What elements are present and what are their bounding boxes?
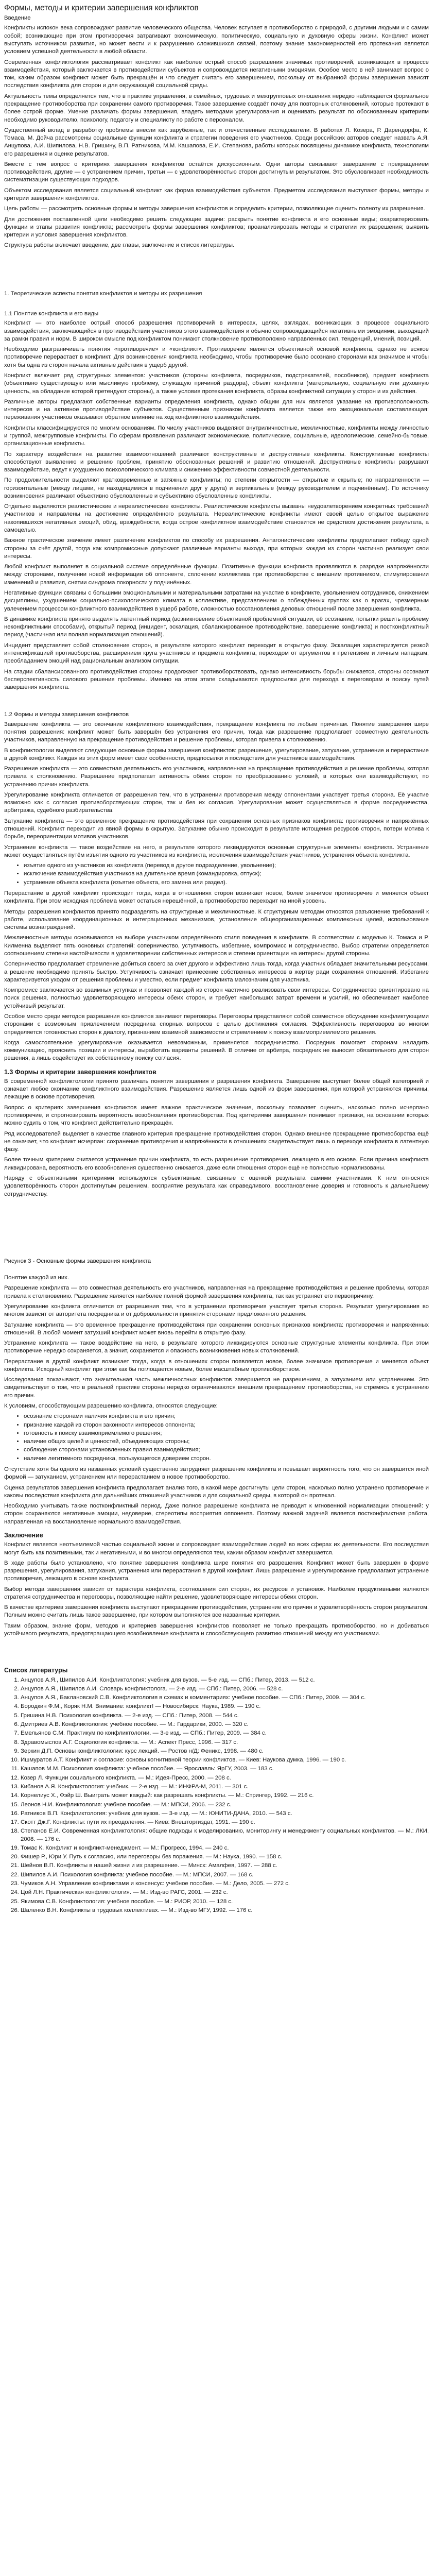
reference-item: 6. Дмитриев А.В. Конфликтология: учебное пособие. — М.: Гардарики, 2000. — 320 с. xyxy=(21,1721,429,1728)
reference-item: 4. Бородкин Ф.М., Коряк Н.М. Внимание: конфликт! — Новосибирск: Наука, 1989. — 190 с. xyxy=(21,1703,429,1710)
reference-item: 11. Кашапов М.М. Психология конфликта: учебное пособие. — Ярославль: ЯрГУ, 2003. — 183 с. xyxy=(21,1765,429,1773)
reference-item: 19. Томас К. Конфликт и конфликт-менеджмент. — М.: Прогресс, 1994. — 240 с. xyxy=(21,1844,429,1852)
reference-item: 2. Анцупов А.Я., Шипилов А.И. Словарь конфликтолога. — 2-е изд. — СПб.: Питер, 2006. — 528 с. xyxy=(21,1685,429,1693)
paragraph: Ряд исследователей выделяет в качестве главного критерия прекращение противодействия сторон. Однако внешнее прекращение противоборства ещё не означает, что конфликт исчерпан: сохранение противоречия и напряжённости в отношениях свидетельствует лишь о переходе конфликта в латентную фазу. xyxy=(4,1130,429,1153)
document-title: Формы, методы и критерии завершения конфликтов xyxy=(4,4,199,12)
reference-item: 15. Леонов Н.И. Конфликтология: учебное пособие. — М.: МПСИ, 2006. — 232 с. xyxy=(21,1801,429,1809)
paragraph: К условиям, способствующим разрешению конфликта, относятся следующие: xyxy=(4,1403,218,1410)
list-item: • наличие легитимного посредника, пользующегося доверием сторон. xyxy=(24,1455,429,1463)
paragraph: Наряду с объективными критериями используются субъективные, связанные с оценкой результата самими участниками. К ним относятся удовлетворённость сторон достигнутым решением, восприятие результата как справедливого, восстановление доверия и готовность к дальнейшему сотрудничеству. xyxy=(4,1175,429,1197)
paragraph: Разрешение конфликта — это совместная деятельность его участников, направленная на прекращение противодействия и решение проблемы, которая привела к столкновению. Разрешение предполагает активность обеих сторон по преобразованию условий, в которых они взаимодействуют, по устранению причин конфликта. xyxy=(4,766,429,788)
reference-item: 26. Шаленко В.Н. Конфликты в трудовых коллективах. — М.: Изд-во МГУ, 1992. — 176 с. xyxy=(21,1907,429,1914)
paragraph: Отдельно выделяются реалистические и нереалистические конфликты. Реалистические конфликты вызваны неудовлетворением конкретных требований участников и направлены на достижение определённого результата. Нереалистические конфликты имеют своей целью открытое выражение накопившихся негативных эмоций, обид, враждебности, когда острое конфликтное взаимодействие становится не средством достижения результата, а самоцелью. xyxy=(4,503,429,534)
list-item: • изъятие одного из участников из конфликта (перевод в другое подразделение, увольнение); xyxy=(24,862,429,870)
paragraph: Негативные функции связаны с большими эмоциональными и материальными затратами на участие в конфликте, увольнением сотрудников, снижением дисциплины, ухудшением социально-психологического климата в коллективе, представлением о побеждённых группах как о врагах, чрезмерным увлечением процессом конфликтного взаимодействия в ущерб работе, сложностью восстановления деловых отношений после завершения конфликта. xyxy=(4,590,429,612)
paragraph: Вместе с тем вопрос о критериях завершения конфликтов остаётся дискуссионным. Одни авторы связывают завершение с прекращением противодействия, другие — с устранением причин, третьи — с удовлетворённостью сторон достигнутым результатом. Это обусловливает необходимость систематизации существующих подходов. xyxy=(4,161,429,183)
section-1-2 xyxy=(4,721,429,1063)
paragraph: Конфликт — это наиболее острый способ разрешения противоречий в интересах, целях, взглядах, возникающих в процессе социального взаимодействия, заключающийся в противодействии участников этого взаимодействия и обычно сопровождающийся негативными эмоциями, выходящий за рамки правил и норм. В широком смысле под конфликтом понимают столкновение противоположно направленных сил, тенденций, мнений, позиций. xyxy=(4,320,429,342)
paragraph: Различные авторы предлагают собственные варианты определения конфликта, однако общим для них является указание на противоположность интересов и на активное противодействие субъектов. Существенным признаком конфликта является также его эмоциональная составляющая: переживания участников оказывают обратное влияние на ход конфликтного взаимодействия. xyxy=(4,398,429,421)
section-1-1 xyxy=(4,319,429,691)
figure-placeholder xyxy=(4,1201,429,1258)
reference-item: 24. Цой Л.Н. Практическая конфликтология. — М.: Изд-во РАГС, 2001. — 232 с. xyxy=(21,1889,429,1896)
paragraph: Перерастание в другой конфликт возникает тогда, когда в отношениях сторон появляется новое, более значимое противоречие и меняется объект конфликта. Исходный конфликт при этом как бы поглощается новым, более масштабным противоборством. xyxy=(4,1358,429,1372)
paragraph: Отсутствие хотя бы одного из названных условий существенно затрудняет разрешение конфликта и повышает вероятность того, что он завершится иной формой — затуханием, устранением или перерастанием в новое противоборство. xyxy=(4,1466,429,1481)
list-item: • соблюдение сторонами установленных правил взаимодействия; xyxy=(24,1446,429,1454)
paragraph: Устранение конфликта — такое воздействие на него, в результате которого ликвидируются основные структурные элементы конфликта. При этом противоречие нередко сохраняется, а значит, сохраняется и опасность возникновения новых столкновений. xyxy=(4,1340,429,1354)
section-heading: 1.1 Понятие конфликта и его виды xyxy=(4,311,99,317)
reference-item: 13. Кибанов А.Я. Конфликтология: учебник. — 2-е изд. — М.: ИНФРА-М, 2011. — 301 с. xyxy=(21,1783,429,1791)
list-item: • осознание сторонами наличия конфликта и его причин; xyxy=(24,1413,429,1420)
paragraph: Оценка результатов завершения конфликта предполагает анализ того, в какой мере достигнуты цели сторон, насколько полно устранено противоречие и каковы последствия конфликта для дальнейших отношений участников и для социальной среды, в которой он протекал. xyxy=(4,1484,429,1499)
paragraph: Межличностные методы основываются на выборе участником определённого стиля поведения в конфликте. В соответствии с моделью К. Томаса и Р. Килменна выделяют пять основных стратегий: соперничество, уступчивость, избегание, компромисс и сотрудничество. Выбор стратегии определяется соотношением степени настойчивости в удовлетворении собственных интересов и степени ориентации на интересы другой стороны. xyxy=(4,935,429,957)
section-1-3 xyxy=(4,1078,429,1526)
paragraph: Урегулирование конфликта отличается от разрешения тем, что в устранении противоречия между оппонентами участвует третья сторона. Её участие возможно как с согласия противоборствующих сторон, так и без их согласия. Урегулирование может осуществляться в форме посредничества, арбитража, судебного разбирательства. xyxy=(4,791,429,814)
reference-item: 10. Ишмуратов А.Т. Конфликт и согласие: основы когнитивной теории конфликтов. — Киев: Наукова думка, 1996. — 190 с. xyxy=(21,1756,429,1764)
paragraph: Затухание конфликта — это временное прекращение противодействия при сохранении основных признаков конфликта: противоречия и напряжённых отношений. В любой момент затухший конфликт может вновь перейти в открытую фазу. xyxy=(4,1321,429,1336)
reference-item: 23. Чумиков А.Н. Управление конфликтами и консенсус: учебное пособие. — М.: Дело, 2005. — 272 с. xyxy=(21,1880,429,1888)
paragraph: Методы разрешения конфликтов принято подразделять на структурные и межличностные. К структурным методам относятся разъяснение требований к работе, использование координационных и интеграционных механизмов, установление общеорганизационных комплексных целей, использование системы вознаграждений. xyxy=(4,908,429,931)
list-item: • исключение взаимодействия участников на длительное время (командировка, отпуск); xyxy=(24,870,429,878)
paragraph: Необходимо учитывать также постконфликтный период. Даже полное разрешение конфликта не приводит к мгновенной нормализации отношений: у сторон сохраняются негативные эмоции, недоверие, стереотипы восприятия оппонента. Поэтому важной задачей является постконфликтная работа, направленная на восстановление нормального взаимодействия. xyxy=(4,1503,429,1525)
paragraph: Вопрос о критериях завершения конфликтов имеет важное практическое значение, поскольку позволяет оценить, насколько полно исчерпано противоречие, и спрогнозировать вероятность возобновления противоборства. Под критериями завершения понимают признаки, на основании которых можно судить о том, что конфликт действительно прекращён. xyxy=(4,1104,429,1127)
bullet-list xyxy=(4,1413,429,1463)
list-item: • наличие общих целей и ценностей, объединяющих стороны; xyxy=(24,1438,429,1446)
paragraph: В ходе работы было установлено, что понятие завершения конфликта шире понятия его разрешения. Конфликт может быть завершён в форме разрешения, урегулирования, затухания, устранения или перерастания в другой конфликт. Лишь разрешение и урегулирование предполагают устранение противоречия, лежащего в основе конфликта. xyxy=(4,1560,429,1582)
paragraph: Более точным критерием считается устранение причин конфликта, то есть разрешение противоречия, лежащего в его основе. Если причина конфликта ликвидирована, вероятность его возобновления существенно снижается, даже если отношения сторон ещё не полностью нормализованы. xyxy=(4,1157,429,1171)
paragraph: Соперничество предполагает стремление добиться своего за счёт другого и эффективно лишь тогда, когда участник обладает значительными ресурсами, а решение необходимо принять быстро. Уступчивость означает принесение собственных интересов в жертву ради сохранения отношений. Избегание характеризуется уходом от решения проблемы и уместно, если предмет конфликта малозначим для участника. xyxy=(4,961,429,983)
reference-item: 8. Здравомыслов А.Г. Социология конфликта. — М.: Аспект Пресс, 1996. — 317 с. xyxy=(21,1739,429,1747)
paragraph: В конфликтологии выделяют следующие основные формы завершения конфликтов: разрешение, урегулирование, затухание, устранение и перерастание в другой конфликт. Каждая из этих форм имеет свои особенности, предпосылки и последствия для участников взаимодействия. xyxy=(4,747,429,761)
paragraph: Таким образом, знание форм, методов и критериев завершения конфликтов позволяет не только прекращать противоборство, но и добиваться устойчивого результата, предотвращающего возобновление конфликта и способствующего развитию отношений между его участниками. xyxy=(4,1622,429,1637)
reference-item: 9. Зеркин Д.П. Основы конфликтологии: курс лекций. — Ростов н/Д: Феникс, 1998. — 480 с. xyxy=(21,1748,429,1755)
reference-item: 21. Шейнов В.П. Конфликты в нашей жизни и их разрешение. — Минск: Амалфея, 1997. — 288 с. xyxy=(21,1862,429,1870)
paragraph: Структура работы включает введение, две главы, заключение и список литературы. xyxy=(4,242,235,249)
list-item: • готовность к поиску взаимоприемлемого решения; xyxy=(24,1430,429,1437)
reference-item: 17. Скотт Дж.Г. Конфликты: пути их преодоления. — Киев: Внешторгиздат, 1991. — 190 с. xyxy=(21,1819,429,1826)
reference-item: 22. Шипилов А.И. Психология конфликта: учебное пособие. — М.: МПСИ, 2007. — 168 с. xyxy=(21,1871,429,1879)
paragraph: Важное практическое значение имеет различение конфликтов по способу их разрешения. Антагонистические конфликты предполагают победу одной стороны за счёт другой, тогда как компромиссные допускают различные варианты выхода, при которых каждая из сторон частично реализует свои интересы. xyxy=(4,537,429,560)
paragraph: Устранение конфликта — такое воздействие на него, в результате которого ликвидируются основные структурные элементы конфликта. Устранение может осуществляться путём изъятия одного из участников из конфликта, исключения взаимодействия участников, устранения объекта конфликта. xyxy=(4,844,429,858)
paragraph: Современная конфликтология рассматривает конфликт как наиболее острый способ разрешения значимых противоречий, возникающих в процессе взаимодействия, который заключается в противодействии субъектов и сопровождается негативными эмоциями. Особое место в ней занимает вопрос о том, каким образом конфликт может быть прекращён и что следует считать его завершением, поскольку от выбранной формы завершения зависят последствия конфликта для сторон и для окружающей социальной среды. xyxy=(4,59,429,89)
paragraph: Конфликт является неотъемлемой частью социальной жизни и сопровождает взаимодействие людей во всех сферах их деятельности. Его последствия могут быть как позитивными, так и негативными, и во многом определяются тем, каким образом конфликт завершается. xyxy=(4,1541,429,1556)
paragraph: Завершение конфликта — это окончание конфликтного взаимодействия, прекращение конфликта по любым причинам. Понятие завершения шире понятия разрешения: конфликт может быть завершён без устранения его причин, тогда как разрешение предполагает совместную деятельность участников, направленную на прекращение противодействия и решение проблемы, которая привела к столкновению. xyxy=(4,721,429,743)
paragraph: Конфликты испокон века сопровождают развитие человеческого общества. Человек вступает в противоборство с природой, с другими людьми и с самим собой; возникающие при этом противоречия затрагивают экономическую, политическую, социальную и духовную сферы жизни. Конфликт может выступать источником развития, но может вести и к разрушению сложившихся связей, поэтому знание закономерностей его протекания является условием успешной деятельности в любой области. xyxy=(4,25,429,55)
paragraph: Когда самостоятельное урегулирование оказывается невозможным, применяется посредничество. Посредник помогает сторонам наладить коммуникацию, прояснить позиции и интересы, выработать варианты решений. В отличие от арбитра, посредник не выносит обязательного для сторон решения, а лишь содействует их собственному поиску согласия. xyxy=(4,1039,429,1062)
reference-item: 7. Емельянов С.М. Практикум по конфликтологии. — 3-е изд. — СПб.: Питер, 2009. — 384 с. xyxy=(21,1730,429,1737)
paragraph: Конфликты классифицируются по многим основаниям. По числу участников выделяют внутриличностные, межличностные, конфликты между личностью и группой, межгрупповые конфликты. По сферам проявления различают экономические, политические, социальные, идеологические, семейно-бытовые, организационные конфликты. xyxy=(4,425,429,447)
intro-heading: Введение xyxy=(4,15,31,22)
paragraph: Выбор метода завершения зависит от характера конфликта, соотношения сил сторон, их ресурсов и установок. Наиболее продуктивными являются стратегия сотрудничества и переговоры, позволяющие найти решение, удовлетворяющее интересы обеих сторон. xyxy=(4,1586,429,1600)
conclusion-section xyxy=(4,1541,429,1638)
paragraph: Особое место среди методов разрешения конфликтов занимают переговоры. Переговоры представляют собой совместное обсуждение конфликтующими сторонами с возможным привлечением посредника спорных вопросов с целью достижения согласия. Эффективность переговоров во многом определяется готовностью сторон к диалогу, признанием взаимной зависимости и стремлением к поиску взаимоприемлемого решения. xyxy=(4,1013,429,1036)
paragraph: Урегулирование конфликта отличается от разрешения тем, что в устранении противоречия участвует третья сторона. Результат урегулирования во многом зависит от авторитета посредника и от добровольности принятия сторонами предложенного решения. xyxy=(4,1303,429,1318)
reference-item: 16. Ратников В.П. Конфликтология: учебник для вузов. — 3-е изд. — М.: ЮНИТИ-ДАНА, 2010. — 543 с. xyxy=(21,1810,429,1818)
reference-item: 25. Якимова С.В. Конфликтология: учебное пособие. — М.: РИОР, 2010. — 128 с. xyxy=(21,1898,429,1906)
list-item: • признание каждой из сторон законности интересов оппонента; xyxy=(24,1421,429,1429)
paragraph: Разрешение конфликта — это совместная деятельность его участников, направленная на прекращение противодействия и решение проблемы, которая привела к столкновению. Разрешение является наиболее полной формой завершения конфликта, так как устраняет его первопричину. xyxy=(4,1285,429,1299)
paragraph: По характеру воздействия на развитие взаимоотношений различают конструктивные и деструктивные конфликты. Конструктивные конфликты способствуют выявлению и решению проблем, принятию обоснованных решений и развитию отношений. Деструктивные конфликты разрушают взаимодействие, ведут к ухудшению психологического климата и снижению эффективности совместной деятельности. xyxy=(4,451,429,473)
subheading: Понятие каждой из них. xyxy=(4,1275,69,1281)
paragraph: Объектом исследования является социальный конфликт как форма взаимодействия субъектов. Предметом исследования выступают формы, методы и критерии завершения конфликтов. xyxy=(4,187,429,202)
section-heading: 1.2 Формы и методы завершения конфликтов xyxy=(4,711,129,718)
paragraph: В качестве критериев завершения конфликта выступают прекращение противодействия, устранение его причин и удовлетворённость сторон результатом. Полным можно считать лишь такое завершение, при котором выполняются все названные критерии. xyxy=(4,1604,429,1619)
paragraph: Конфликт включает ряд структурных элементов: участников (стороны конфликта, посредников, подстрекателей, пособников), предмет конфликта (объективно существующую или мыслимую проблему, служащую причиной раздора), объект конфликта (материальную, социальную или духовную ценность, на обладание которой претендуют стороны), а также условия протекания конфликта, образы конфликтной ситуации у сторон и их действия. xyxy=(4,372,429,395)
reference-item: 1. Анцупов А.Я., Шипилов А.И. Конфликтология: учебник для вузов. — 5-е изд. — СПб.: Питер, 2013. — 512 с. xyxy=(21,1676,429,1684)
references-heading: Список литературы xyxy=(4,1667,68,1674)
reference-item: 14. Корнелиус Х., Фэйр Ш. Выиграть может каждый: как разрешать конфликты. — М.: Стрингер, 1992. — 216 с. xyxy=(21,1792,429,1800)
paragraph: Цель работы — рассмотреть основные формы и методы завершения конфликтов и определить критерии, позволяющие оценить полноту их разрешения. xyxy=(4,206,425,212)
conclusion-heading: Заключение xyxy=(4,1531,43,1539)
reference-item: 5. Гришина Н.В. Психология конфликта. — 2-е изд. — СПб.: Питер, 2008. — 544 с. xyxy=(21,1712,429,1720)
intro-section xyxy=(4,24,429,249)
reference-item: 3. Анцупов А.Я., Баклановский С.В. Конфликтология в схемах и комментариях: учебное пособие. — СПб.: Питер, 2009. — 304 с. xyxy=(21,1694,429,1702)
paragraph: По продолжительности выделяют кратковременные и затяжные конфликты; по степени открытости — открытые и скрытые; по направленности — горизонтальные (между лицами, не находящимися в подчинении друг у друга) и вертикальные (между руководителем и подчинённым). По источнику возникновения различают объективно обусловленные и субъективно обусловленные конфликты. xyxy=(4,477,429,499)
paragraph: Перерастание в другой конфликт происходит тогда, когда в отношениях сторон возникает новое, более значимое противоречие и меняется объект конфликта. При этом исходная проблема может остаться нерешённой, а противоборство переходит на иной уровень. xyxy=(4,890,429,905)
bullet-list xyxy=(4,862,429,887)
paragraph: Существенный вклад в разработку проблемы внесли как зарубежные, так и отечественные исследователи. В работах Л. Козера, Р. Дарендорфа, К. Томаса, М. Дойча рассмотрены социальные функции конфликта и стратегии поведения его участников. Среди российских авторов следует назвать А.Я. Анцупова, А.И. Шипилова, Н.В. Гришину, В.П. Ратникова, М.М. Кашапова, Е.И. Степанова, работы которых посвящены динамике конфликта, технологиям его разрешения и оценке результатов. xyxy=(4,127,429,157)
paragraph: Исследования показывают, что значительная часть межличностных конфликтов завершается не разрешением, а затуханием или устранением. Это свидетельствует о том, что в реальной практике стороны нередко ограничиваются внешним прекращением противоборства, не стремясь к устранению его причин. xyxy=(4,1377,429,1399)
paragraph: Необходимо разграничивать понятия «противоречие» и «конфликт». Противоречие является объективной основой конфликта, однако не всякое противоречие перерастает в конфликт. Для возникновения конфликта необходимо, чтобы противоречие было осознано сторонами как значимое и чтобы хотя бы одна из сторон начала активные действия в ущерб другой. xyxy=(4,346,429,368)
reference-item: 18. Степанов Е.И. Современная конфликтология: общие подходы к моделированию, мониторингу и менеджменту социальных конфликтов. — М.: ЛКИ, 2008. — 176 с. xyxy=(21,1827,429,1843)
paragraph: В современной конфликтологии принято различать понятия завершения и разрешения конфликта. Завершение выступает более общей категорией и означает любое окончание конфликтного взаимодействия. Разрешение является лишь одной из форм завершения, при которой устраняются причины, лежащие в основе противоречия. xyxy=(4,1078,429,1100)
paragraph: Любой конфликт выполняет в социальной системе определённые функции. Позитивные функции конфликта проявляются в разрядке напряжённости между сторонами, получении новой информации об оппоненте, сплочении коллектива при противоборстве с внешним противником, стимулировании изменений и развития, снятии синдрома покорности у подчинённых. xyxy=(4,564,429,586)
paragraph: Для достижения поставленной цели необходимо решить следующие задачи: раскрыть понятие конфликта и его основные виды; охарактеризовать функции и этапы развития конфликта; рассмотреть формы завершения конфликтов; проанализировать методы и стратегии их разрешения; выявить критерии и условия завершения конфликтов. xyxy=(4,216,429,239)
paragraph: В динамике конфликта принято выделять латентный период (возникновение объективной проблемной ситуации, её осознание, попытки решить проблему неконфликтными способами), открытый период (инцидент, эскалация, сбалансированное противодействие, завершение конфликта) и постконфликтный период (частичная или полная нормализация отношений). xyxy=(4,616,429,638)
paragraph: Инцидент представляет собой столкновение сторон, в результате которого конфликт переходит в открытую фазу. Эскалация характеризуется резкой интенсификацией противоборства, расширением круга участников и предмета конфликта, переходом от аргументов к претензиям и личным нападкам, преобладанием эмоций над рациональным анализом ситуации. xyxy=(4,642,429,665)
figure-caption: Рисунок 3 - Основные формы завершения конфликта xyxy=(4,1258,151,1264)
chapter-heading: 1. Теоретические аспекты понятия конфликтов и методы их разрешения xyxy=(4,290,202,297)
list-item: • устранение объекта конфликта (изъятие объекта, его замена или раздел). xyxy=(24,879,429,887)
paragraph: Компромисс заключается во взаимных уступках и позволяет каждой из сторон частично реализовать свои интересы. Сотрудничество ориентировано на поиск решения, полностью удовлетворяющего интересы обеих сторон, и требует наибольших затрат времени и усилий, но обеспечивает наиболее устойчивый результат. xyxy=(4,987,429,1009)
reference-item: 12. Козер Л. Функции социального конфликта. — М.: Идея-Пресс, 2000. — 208 с. xyxy=(21,1774,429,1782)
reference-item: 20. Фишер Р., Юри У. Путь к согласию, или переговоры без поражения. — М.: Наука, 1990. — 158 с. xyxy=(21,1853,429,1861)
references-list xyxy=(4,1676,429,1915)
paragraph: На стадии сбалансированного противодействия стороны продолжают противоборствовать, однако интенсивность борьбы снижается, стороны осознают бесперспективность силового решения проблемы. Именно на этом этапе складываются предпосылки для перехода к переговорам и поиску путей завершения конфликта. xyxy=(4,668,429,691)
paragraph: Актуальность темы определяется тем, что в практике управления, в семейных, трудовых и межгрупповых отношениях нередко наблюдается формальное прекращение противоборства при сохранении самого противоречия. Такое завершение создаёт почву для повторных столкновений, которые протекают в более острой форме. Умение различать формы завершения, владеть методами урегулирования и оценивать результат по обоснованным критериям необходимо руководителю, психологу, педагогу и специалисту по работе с персоналом. xyxy=(4,93,429,123)
section-heading: 1.3 Формы и критерии завершения конфликтов xyxy=(4,1068,156,1076)
paragraph: Затухание конфликта — это временное прекращение противодействия при сохранении основных признаков конфликта: противоречия и напряжённых отношений. Конфликт переходит из явной формы в скрытую. Затухание обычно происходит в результате истощения ресурсов сторон, потери мотива к борьбе, переориентации мотивов участников. xyxy=(4,818,429,840)
